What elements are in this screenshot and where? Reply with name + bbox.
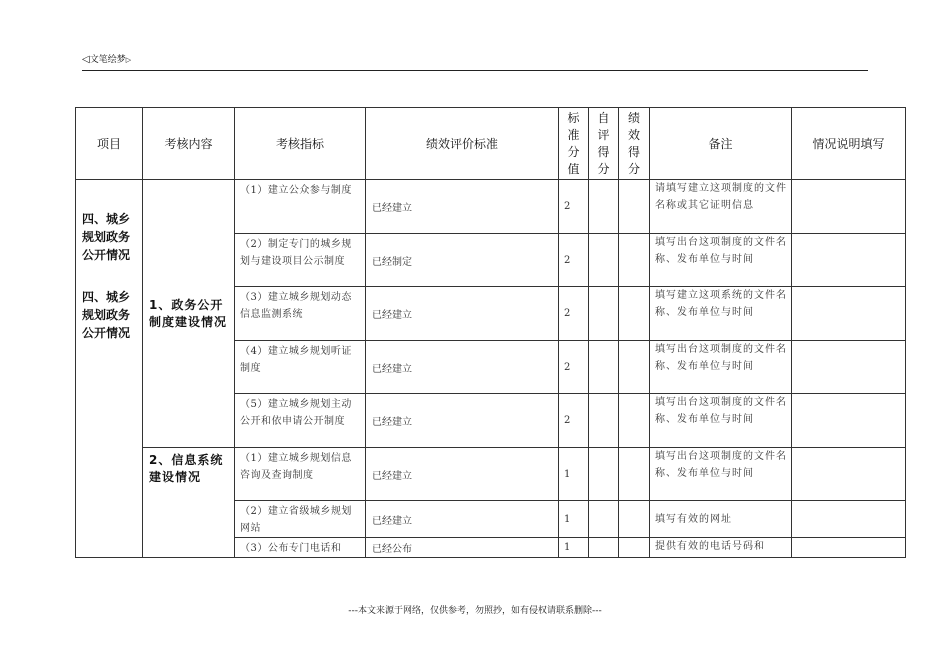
note-cell: 填写出台这项制度的文件名称、发布单位与时间 xyxy=(650,234,792,287)
category-cell: 1、政务公开制度建设情况 xyxy=(143,180,235,448)
standard-cell: 已经建立 xyxy=(366,341,559,394)
explanation-cell[interactable] xyxy=(792,234,906,287)
self-score-cell[interactable] xyxy=(589,501,619,538)
header-project: 项目 xyxy=(76,108,143,180)
explanation-cell[interactable] xyxy=(792,538,906,558)
note-cell: 提供有效的电话号码和 xyxy=(650,538,792,558)
standard-cell: 已经建立 xyxy=(366,448,559,501)
note-cell: 填写出台这项制度的文件名称、发布单位与时间 xyxy=(650,341,792,394)
explanation-cell[interactable] xyxy=(792,394,906,448)
header-perf-score: 绩 效 得 分 xyxy=(619,108,650,180)
header-row xyxy=(76,108,906,180)
indicator-cell: （2）建立省级城乡规划网站 xyxy=(235,501,366,538)
self-score-cell[interactable] xyxy=(589,234,619,287)
self-score-cell[interactable] xyxy=(589,341,619,394)
header-logo xyxy=(82,54,131,66)
perf-score-cell[interactable] xyxy=(619,394,650,448)
standard-cell: 已经制定 xyxy=(366,234,559,287)
standard-cell: 已经建立 xyxy=(366,501,559,538)
standard-cell: 已经建立 xyxy=(366,180,559,234)
table-row xyxy=(76,448,906,501)
header-self-score: 自 评 得 分 xyxy=(589,108,619,180)
standard-cell: 已经建立 xyxy=(366,394,559,448)
indicator-cell: （1）建立公众参与制度 xyxy=(235,180,366,234)
right-triangle-icon: ▷ xyxy=(125,56,132,64)
header-std-score: 标 准 分 值 xyxy=(559,108,589,180)
standard-cell: 已经公布 xyxy=(366,538,559,558)
header-standard: 绩效评价标准 xyxy=(366,108,559,180)
standard-cell: 已经建立 xyxy=(366,287,559,341)
category-cell: 2、信息系统建设情况 xyxy=(143,448,235,558)
header-remark: 备注 xyxy=(650,108,792,180)
note-cell: 填写出台这项制度的文件名称、发布单位与时间 xyxy=(650,394,792,448)
left-triangle-icon: ◁ xyxy=(82,54,90,65)
explanation-cell[interactable] xyxy=(792,501,906,538)
indicator-cell: （3）建立城乡规划动态信息监测系统 xyxy=(235,287,366,341)
explanation-cell[interactable] xyxy=(792,448,906,501)
header-content: 考核内容 xyxy=(143,108,235,180)
note-cell: 请填写建立这项制度的文件名称或其它证明信息 xyxy=(650,180,792,234)
evaluation-table xyxy=(75,107,906,558)
explanation-cell[interactable] xyxy=(792,287,906,341)
note-cell: 填写有效的网址 xyxy=(650,501,792,538)
self-score-cell[interactable] xyxy=(589,394,619,448)
self-score-cell[interactable] xyxy=(589,538,619,558)
header-explanation: 情况说明填写 xyxy=(792,108,906,180)
project-cell: 四、城乡 规划政务 公开情况 四、城乡 规划政务 公开情况 xyxy=(76,180,143,558)
perf-score-cell[interactable] xyxy=(619,287,650,341)
perf-score-cell[interactable] xyxy=(619,501,650,538)
note-cell: 填写建立这项系统的文件名称、发布单位与时间 xyxy=(650,287,792,341)
std-score-cell: 1 xyxy=(559,448,589,501)
self-score-cell[interactable] xyxy=(589,448,619,501)
indicator-cell: （5）建立城乡规划主动公开和依申请公开制度 xyxy=(235,394,366,448)
std-score-cell: 2 xyxy=(559,341,589,394)
perf-score-cell[interactable] xyxy=(619,234,650,287)
std-score-cell: 2 xyxy=(559,394,589,448)
perf-score-cell[interactable] xyxy=(619,448,650,501)
std-score-cell: 1 xyxy=(559,501,589,538)
page-header xyxy=(82,52,868,71)
self-score-cell[interactable] xyxy=(589,287,619,341)
perf-score-cell[interactable] xyxy=(619,538,650,558)
std-score-cell: 1 xyxy=(559,538,589,558)
self-score-cell[interactable] xyxy=(589,180,619,234)
perf-score-cell[interactable] xyxy=(619,180,650,234)
page-footer: ---本文来源于网络，仅供参考，勿照抄，如有侵权请联系删除--- xyxy=(348,606,602,616)
explanation-cell[interactable] xyxy=(792,180,906,234)
indicator-cell: （2）制定专门的城乡规划与建设项目公示制度 xyxy=(235,234,366,287)
perf-score-cell[interactable] xyxy=(619,341,650,394)
std-score-cell: 2 xyxy=(559,287,589,341)
indicator-cell: （3）公布专门电话和 xyxy=(235,538,366,558)
table-row xyxy=(76,180,906,234)
logo-text: 文笔绘梦 xyxy=(89,55,126,65)
std-score-cell: 2 xyxy=(559,234,589,287)
std-score-cell: 2 xyxy=(559,180,589,234)
explanation-cell[interactable] xyxy=(792,341,906,394)
header-indicator: 考核指标 xyxy=(235,108,366,180)
indicator-cell: （1）建立城乡规划信息咨询及查询制度 xyxy=(235,448,366,501)
indicator-cell: （4）建立城乡规划听证制度 xyxy=(235,341,366,394)
note-cell: 填写出台这项制度的文件名称、发布单位与时间 xyxy=(650,448,792,501)
